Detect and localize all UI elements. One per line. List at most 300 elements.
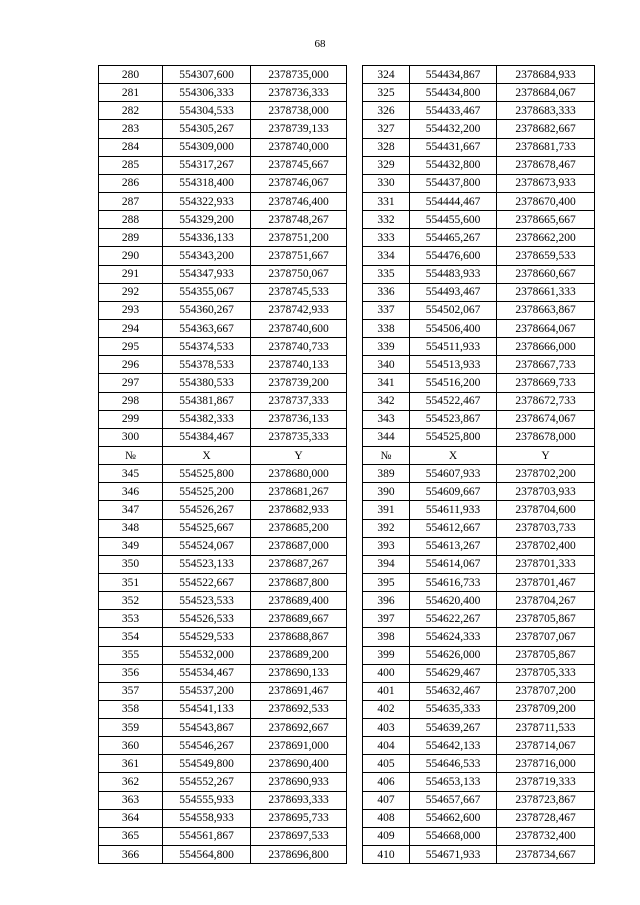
- x-coordinate-cell: 554629,467: [410, 664, 497, 682]
- y-coordinate-cell: 2378714,067: [497, 737, 595, 755]
- table-header-row: [99, 446, 595, 464]
- x-coordinate-cell: 554546,267: [163, 737, 251, 755]
- point-number-cell: 286: [99, 174, 163, 192]
- x-coordinate-cell: 554336,133: [163, 229, 251, 247]
- x-coordinate-cell: 554639,267: [410, 719, 497, 737]
- column-gap: [347, 192, 363, 210]
- x-coordinate-cell: 554317,267: [163, 156, 251, 174]
- column-gap: [347, 301, 363, 319]
- y-coordinate-cell: 2378689,400: [251, 592, 347, 610]
- x-coordinate-cell: 554513,933: [410, 356, 497, 374]
- x-coordinate-cell: 554552,267: [163, 773, 251, 791]
- y-coordinate-cell: 2378709,200: [497, 700, 595, 718]
- x-coordinate-cell: 554476,600: [410, 247, 497, 265]
- table-row: [99, 283, 595, 301]
- table-row: [99, 392, 595, 410]
- column-gap: [347, 265, 363, 283]
- table-row: [99, 682, 595, 700]
- y-coordinate-cell: 2378740,600: [251, 319, 347, 337]
- x-coordinate-cell: 554611,933: [410, 501, 497, 519]
- point-number-cell: 344: [363, 428, 410, 446]
- point-number-cell: 393: [363, 537, 410, 555]
- point-number-cell: 361: [99, 755, 163, 773]
- y-coordinate-cell: 2378703,933: [497, 483, 595, 501]
- x-coordinate-cell: 554529,533: [163, 628, 251, 646]
- y-coordinate-cell: 2378695,733: [251, 809, 347, 827]
- x-coordinate-cell: 554318,400: [163, 174, 251, 192]
- x-coordinate-cell: 554305,267: [163, 120, 251, 138]
- x-coordinate-cell: 554549,800: [163, 755, 251, 773]
- x-coordinate-cell: 554381,867: [163, 392, 251, 410]
- table-row: [99, 737, 595, 755]
- y-coordinate-cell: 2378728,467: [497, 809, 595, 827]
- x-coordinate-cell: 554465,267: [410, 229, 497, 247]
- x-coordinate-cell: 554437,800: [410, 174, 497, 192]
- column-gap: [347, 84, 363, 102]
- column-gap: [347, 229, 363, 247]
- x-coordinate-cell: 554306,333: [163, 84, 251, 102]
- x-coordinate-cell: 554626,000: [410, 646, 497, 664]
- point-number-cell: 289: [99, 229, 163, 247]
- column-gap: [347, 174, 363, 192]
- x-coordinate-cell: 554355,067: [163, 283, 251, 301]
- column-gap: [347, 646, 363, 664]
- y-coordinate-cell: 2378740,733: [251, 338, 347, 356]
- table-row: [99, 700, 595, 718]
- point-number-cell: 329: [363, 156, 410, 174]
- x-coordinate-cell: 554432,200: [410, 120, 497, 138]
- y-coordinate-cell: 2378690,933: [251, 773, 347, 791]
- y-coordinate-cell: 2378751,200: [251, 229, 347, 247]
- y-coordinate-cell: 2378692,667: [251, 719, 347, 737]
- table-row: [99, 138, 595, 156]
- x-coordinate-cell: 554525,667: [163, 519, 251, 537]
- x-coordinate-cell: 554526,267: [163, 501, 251, 519]
- x-coordinate-cell: 554646,533: [410, 755, 497, 773]
- table-row: [99, 211, 595, 229]
- x-coordinate-cell: 554382,333: [163, 410, 251, 428]
- x-coordinate-cell: 554434,867: [410, 66, 497, 84]
- y-coordinate-cell: 2378723,867: [497, 791, 595, 809]
- x-coordinate-cell: 554363,667: [163, 319, 251, 337]
- y-coordinate-cell: 2378684,933: [497, 66, 595, 84]
- y-coordinate-cell: 2378667,733: [497, 356, 595, 374]
- header-number-cell: №: [99, 446, 163, 464]
- y-coordinate-cell: 2378711,533: [497, 719, 595, 737]
- point-number-cell: 295: [99, 338, 163, 356]
- table-row: [99, 301, 595, 319]
- y-coordinate-cell: 2378751,667: [251, 247, 347, 265]
- x-coordinate-cell: 554434,800: [410, 84, 497, 102]
- column-gap: [347, 610, 363, 628]
- x-coordinate-cell: 554378,533: [163, 356, 251, 374]
- y-coordinate-cell: 2378739,133: [251, 120, 347, 138]
- table-row: [99, 755, 595, 773]
- column-gap: [347, 682, 363, 700]
- point-number-cell: 280: [99, 66, 163, 84]
- y-coordinate-cell: 2378732,400: [497, 827, 595, 845]
- y-coordinate-cell: 2378690,133: [251, 664, 347, 682]
- point-number-cell: 336: [363, 283, 410, 301]
- point-number-cell: 404: [363, 737, 410, 755]
- point-number-cell: 352: [99, 592, 163, 610]
- point-number-cell: 294: [99, 319, 163, 337]
- table-row: [99, 247, 595, 265]
- point-number-cell: 296: [99, 356, 163, 374]
- x-coordinate-cell: 554632,467: [410, 682, 497, 700]
- x-coordinate-cell: 554526,533: [163, 610, 251, 628]
- y-coordinate-cell: 2378734,667: [497, 846, 595, 864]
- header-y-cell: Y: [251, 446, 347, 464]
- point-number-cell: 291: [99, 265, 163, 283]
- point-number-cell: 335: [363, 265, 410, 283]
- point-number-cell: 339: [363, 338, 410, 356]
- column-gap: [347, 374, 363, 392]
- table-row: [99, 319, 595, 337]
- x-coordinate-cell: 554671,933: [410, 846, 497, 864]
- x-coordinate-cell: 554347,933: [163, 265, 251, 283]
- y-coordinate-cell: 2378745,667: [251, 156, 347, 174]
- point-number-cell: 402: [363, 700, 410, 718]
- x-coordinate-cell: 554431,667: [410, 138, 497, 156]
- point-number-cell: 400: [363, 664, 410, 682]
- point-number-cell: 288: [99, 211, 163, 229]
- column-gap: [347, 483, 363, 501]
- point-number-cell: 348: [99, 519, 163, 537]
- y-coordinate-cell: 2378687,267: [251, 555, 347, 573]
- x-coordinate-cell: 554432,800: [410, 156, 497, 174]
- table-row: [99, 573, 595, 591]
- point-number-cell: 365: [99, 827, 163, 845]
- y-coordinate-cell: 2378707,200: [497, 682, 595, 700]
- point-number-cell: 351: [99, 573, 163, 591]
- y-coordinate-cell: 2378746,400: [251, 192, 347, 210]
- table-row: [99, 428, 595, 446]
- header-y-cell: Y: [497, 446, 595, 464]
- column-gap: [347, 156, 363, 174]
- y-coordinate-cell: 2378703,733: [497, 519, 595, 537]
- point-number-cell: 395: [363, 573, 410, 591]
- y-coordinate-cell: 2378672,733: [497, 392, 595, 410]
- y-coordinate-cell: 2378688,867: [251, 628, 347, 646]
- point-number-cell: 360: [99, 737, 163, 755]
- x-coordinate-cell: 554612,667: [410, 519, 497, 537]
- y-coordinate-cell: 2378740,133: [251, 356, 347, 374]
- point-number-cell: 405: [363, 755, 410, 773]
- column-gap: [347, 700, 363, 718]
- point-number-cell: 299: [99, 410, 163, 428]
- column-gap: [347, 356, 363, 374]
- y-coordinate-cell: 2378738,000: [251, 102, 347, 120]
- table-row: [99, 501, 595, 519]
- x-coordinate-cell: 554307,600: [163, 66, 251, 84]
- y-coordinate-cell: 2378665,667: [497, 211, 595, 229]
- x-coordinate-cell: 554522,467: [410, 392, 497, 410]
- y-coordinate-cell: 2378685,200: [251, 519, 347, 537]
- point-number-cell: 342: [363, 392, 410, 410]
- y-coordinate-cell: 2378689,667: [251, 610, 347, 628]
- table-row: [99, 374, 595, 392]
- point-number-cell: 290: [99, 247, 163, 265]
- x-coordinate-cell: 554543,867: [163, 719, 251, 737]
- point-number-cell: 354: [99, 628, 163, 646]
- x-coordinate-cell: 554493,467: [410, 283, 497, 301]
- y-coordinate-cell: 2378716,000: [497, 755, 595, 773]
- table-row: [99, 356, 595, 374]
- y-coordinate-cell: 2378682,933: [251, 501, 347, 519]
- y-coordinate-cell: 2378696,800: [251, 846, 347, 864]
- column-gap: [347, 66, 363, 84]
- point-number-cell: 407: [363, 791, 410, 809]
- x-coordinate-cell: 554564,800: [163, 846, 251, 864]
- point-number-cell: 343: [363, 410, 410, 428]
- point-number-cell: 283: [99, 120, 163, 138]
- y-coordinate-cell: 2378736,133: [251, 410, 347, 428]
- column-gap: [347, 555, 363, 573]
- point-number-cell: 349: [99, 537, 163, 555]
- table-row: [99, 719, 595, 737]
- table-row: [99, 338, 595, 356]
- column-gap: [347, 573, 363, 591]
- y-coordinate-cell: 2378689,200: [251, 646, 347, 664]
- x-coordinate-cell: 554668,000: [410, 827, 497, 845]
- y-coordinate-cell: 2378692,533: [251, 700, 347, 718]
- y-coordinate-cell: 2378670,400: [497, 192, 595, 210]
- y-coordinate-cell: 2378680,000: [251, 465, 347, 483]
- table-row: [99, 773, 595, 791]
- y-coordinate-cell: 2378750,067: [251, 265, 347, 283]
- table-row: [99, 102, 595, 120]
- point-number-cell: 337: [363, 301, 410, 319]
- y-coordinate-cell: 2378674,067: [497, 410, 595, 428]
- y-coordinate-cell: 2378739,200: [251, 374, 347, 392]
- y-coordinate-cell: 2378745,533: [251, 283, 347, 301]
- x-coordinate-cell: 554662,600: [410, 809, 497, 827]
- point-number-cell: 297: [99, 374, 163, 392]
- point-number-cell: 358: [99, 700, 163, 718]
- column-gap: [347, 719, 363, 737]
- x-coordinate-cell: 554433,467: [410, 102, 497, 120]
- x-coordinate-cell: 554624,333: [410, 628, 497, 646]
- point-number-cell: 325: [363, 84, 410, 102]
- x-coordinate-cell: 554455,600: [410, 211, 497, 229]
- column-gap: [347, 247, 363, 265]
- y-coordinate-cell: 2378693,333: [251, 791, 347, 809]
- table-row: [99, 229, 595, 247]
- table-row: [99, 827, 595, 845]
- x-coordinate-cell: 554622,267: [410, 610, 497, 628]
- point-number-cell: 396: [363, 592, 410, 610]
- y-coordinate-cell: 2378735,000: [251, 66, 347, 84]
- point-number-cell: 340: [363, 356, 410, 374]
- point-number-cell: 347: [99, 501, 163, 519]
- coordinates-table: [98, 65, 595, 864]
- table-row: [99, 66, 595, 84]
- column-gap: [347, 120, 363, 138]
- table-row: [99, 192, 595, 210]
- y-coordinate-cell: 2378735,333: [251, 428, 347, 446]
- point-number-cell: 287: [99, 192, 163, 210]
- y-coordinate-cell: 2378719,333: [497, 773, 595, 791]
- point-number-cell: 359: [99, 719, 163, 737]
- x-coordinate-cell: 554635,333: [410, 700, 497, 718]
- point-number-cell: 399: [363, 646, 410, 664]
- x-coordinate-cell: 554516,200: [410, 374, 497, 392]
- x-coordinate-cell: 554304,533: [163, 102, 251, 120]
- point-number-cell: 285: [99, 156, 163, 174]
- y-coordinate-cell: 2378736,333: [251, 84, 347, 102]
- table-row: [99, 519, 595, 537]
- table-row: [99, 465, 595, 483]
- point-number-cell: 350: [99, 555, 163, 573]
- x-coordinate-cell: 554616,733: [410, 573, 497, 591]
- y-coordinate-cell: 2378660,667: [497, 265, 595, 283]
- point-number-cell: 300: [99, 428, 163, 446]
- column-gap: [347, 755, 363, 773]
- x-coordinate-cell: 554532,000: [163, 646, 251, 664]
- x-coordinate-cell: 554506,400: [410, 319, 497, 337]
- column-gap: [347, 628, 363, 646]
- point-number-cell: 366: [99, 846, 163, 864]
- y-coordinate-cell: 2378701,467: [497, 573, 595, 591]
- coordinates-table-body: [99, 66, 595, 864]
- table-row: [99, 174, 595, 192]
- point-number-cell: 357: [99, 682, 163, 700]
- table-row: [99, 646, 595, 664]
- point-number-cell: 328: [363, 138, 410, 156]
- y-coordinate-cell: 2378678,000: [497, 428, 595, 446]
- point-number-cell: 333: [363, 229, 410, 247]
- y-coordinate-cell: 2378705,867: [497, 646, 595, 664]
- column-gap: [347, 428, 363, 446]
- x-coordinate-cell: 554502,067: [410, 301, 497, 319]
- x-coordinate-cell: 554558,933: [163, 809, 251, 827]
- x-coordinate-cell: 554609,667: [410, 483, 497, 501]
- x-coordinate-cell: 554343,200: [163, 247, 251, 265]
- point-number-cell: 389: [363, 465, 410, 483]
- point-number-cell: 364: [99, 809, 163, 827]
- y-coordinate-cell: 2378663,867: [497, 301, 595, 319]
- table-row: [99, 791, 595, 809]
- point-number-cell: 392: [363, 519, 410, 537]
- point-number-cell: 341: [363, 374, 410, 392]
- x-coordinate-cell: 554534,467: [163, 664, 251, 682]
- column-gap: [347, 410, 363, 428]
- point-number-cell: 334: [363, 247, 410, 265]
- column-gap: [347, 827, 363, 845]
- point-number-cell: 346: [99, 483, 163, 501]
- y-coordinate-cell: 2378705,333: [497, 664, 595, 682]
- table-row: [99, 555, 595, 573]
- column-gap: [347, 501, 363, 519]
- x-coordinate-cell: 554620,400: [410, 592, 497, 610]
- column-gap: [347, 809, 363, 827]
- y-coordinate-cell: 2378661,333: [497, 283, 595, 301]
- y-coordinate-cell: 2378691,467: [251, 682, 347, 700]
- column-gap: [347, 338, 363, 356]
- table-row: [99, 846, 595, 864]
- point-number-cell: 330: [363, 174, 410, 192]
- point-number-cell: 282: [99, 102, 163, 120]
- column-gap: [347, 102, 363, 120]
- point-number-cell: 292: [99, 283, 163, 301]
- y-coordinate-cell: 2378682,667: [497, 120, 595, 138]
- x-coordinate-cell: 554555,933: [163, 791, 251, 809]
- y-coordinate-cell: 2378704,600: [497, 501, 595, 519]
- point-number-cell: 397: [363, 610, 410, 628]
- point-number-cell: 406: [363, 773, 410, 791]
- column-gap: [347, 664, 363, 682]
- x-coordinate-cell: 554541,133: [163, 700, 251, 718]
- y-coordinate-cell: 2378659,533: [497, 247, 595, 265]
- point-number-cell: 356: [99, 664, 163, 682]
- y-coordinate-cell: 2378687,800: [251, 573, 347, 591]
- x-coordinate-cell: 554524,067: [163, 537, 251, 555]
- column-gap: [347, 211, 363, 229]
- x-coordinate-cell: 554523,133: [163, 555, 251, 573]
- point-number-cell: 394: [363, 555, 410, 573]
- table-row: [99, 483, 595, 501]
- x-coordinate-cell: 554653,133: [410, 773, 497, 791]
- x-coordinate-cell: 554523,867: [410, 410, 497, 428]
- column-gap: [347, 592, 363, 610]
- column-gap: [347, 319, 363, 337]
- x-coordinate-cell: 554561,867: [163, 827, 251, 845]
- x-coordinate-cell: 554642,133: [410, 737, 497, 755]
- column-gap: [347, 138, 363, 156]
- header-x-cell: X: [163, 446, 251, 464]
- point-number-cell: 362: [99, 773, 163, 791]
- x-coordinate-cell: 554525,800: [410, 428, 497, 446]
- column-gap: [347, 737, 363, 755]
- y-coordinate-cell: 2378683,333: [497, 102, 595, 120]
- y-coordinate-cell: 2378737,333: [251, 392, 347, 410]
- table-row: [99, 610, 595, 628]
- x-coordinate-cell: 554523,533: [163, 592, 251, 610]
- y-coordinate-cell: 2378664,067: [497, 319, 595, 337]
- table-row: [99, 156, 595, 174]
- header-x-cell: X: [410, 446, 497, 464]
- point-number-cell: 326: [363, 102, 410, 120]
- table-row: [99, 592, 595, 610]
- x-coordinate-cell: 554537,200: [163, 682, 251, 700]
- table-row: [99, 537, 595, 555]
- y-coordinate-cell: 2378673,933: [497, 174, 595, 192]
- y-coordinate-cell: 2378669,733: [497, 374, 595, 392]
- x-coordinate-cell: 554380,533: [163, 374, 251, 392]
- table-row: [99, 265, 595, 283]
- y-coordinate-cell: 2378746,067: [251, 174, 347, 192]
- point-number-cell: 338: [363, 319, 410, 337]
- x-coordinate-cell: 554511,933: [410, 338, 497, 356]
- column-gap: [347, 446, 363, 464]
- y-coordinate-cell: 2378690,400: [251, 755, 347, 773]
- point-number-cell: 408: [363, 809, 410, 827]
- x-coordinate-cell: 554525,200: [163, 483, 251, 501]
- y-coordinate-cell: 2378701,333: [497, 555, 595, 573]
- y-coordinate-cell: 2378691,000: [251, 737, 347, 755]
- x-coordinate-cell: 554525,800: [163, 465, 251, 483]
- point-number-cell: 363: [99, 791, 163, 809]
- y-coordinate-cell: 2378742,933: [251, 301, 347, 319]
- table-row: [99, 120, 595, 138]
- x-coordinate-cell: 554374,533: [163, 338, 251, 356]
- point-number-cell: 281: [99, 84, 163, 102]
- y-coordinate-cell: 2378684,067: [497, 84, 595, 102]
- y-coordinate-cell: 2378748,267: [251, 211, 347, 229]
- x-coordinate-cell: 554483,933: [410, 265, 497, 283]
- x-coordinate-cell: 554329,200: [163, 211, 251, 229]
